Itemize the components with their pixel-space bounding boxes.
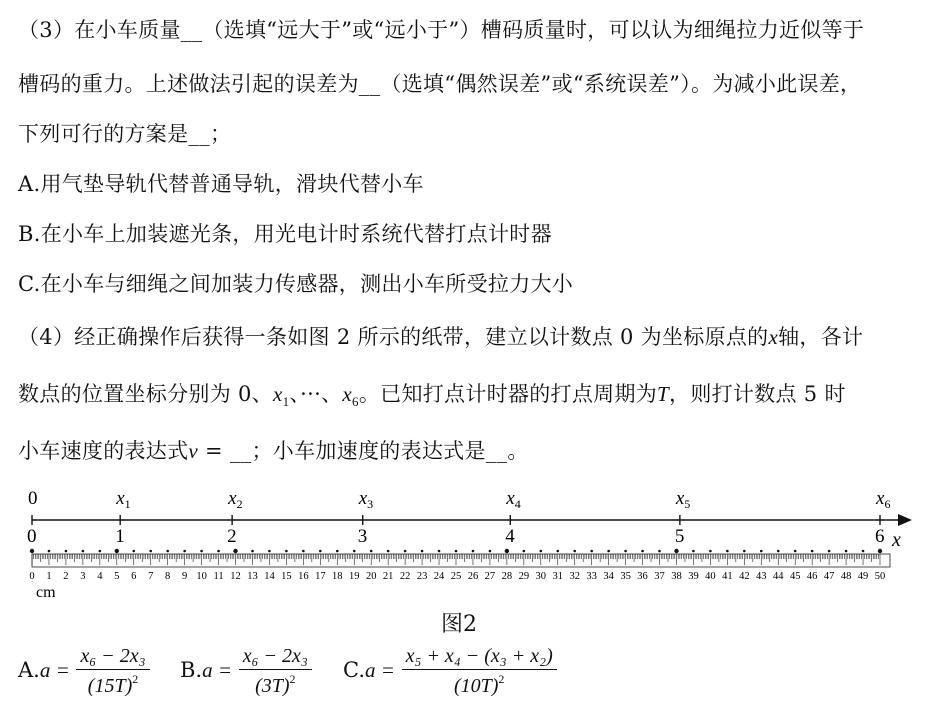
tape-dot <box>217 550 220 553</box>
tape-dot <box>540 550 543 553</box>
axis-name: x <box>892 529 901 551</box>
tape-dot <box>590 550 593 553</box>
counting-point-label: $x_4$ <box>506 488 521 511</box>
tape-figure <box>0 480 949 605</box>
counting-point-label: 0 <box>28 488 38 509</box>
tape-dot <box>862 550 865 553</box>
tape-dot <box>336 550 339 553</box>
tape-dot <box>65 550 68 553</box>
tape-dots <box>30 549 882 553</box>
counting-point-label: $x_5$ <box>675 488 691 511</box>
tape-dot <box>556 550 559 553</box>
ruler-number: 41 <box>722 571 733 582</box>
ruler-number: 43 <box>756 571 767 582</box>
axis-point-number: 4 <box>505 526 515 547</box>
tape-dot <box>438 550 441 553</box>
counting-point-label: $x_2$ <box>228 488 243 511</box>
ruler-number: 40 <box>705 571 716 582</box>
ruler-number: 49 <box>857 571 869 582</box>
tape-dot <box>523 550 526 553</box>
tape-dot <box>794 550 797 553</box>
ruler-number: 31 <box>552 571 564 582</box>
ruler-number: 17 <box>315 571 326 582</box>
counting-point-labels <box>28 488 890 511</box>
formula-a: A.a = $\frac{\text{x₆ − 2x₃}}{(15T)^2}$ <box>18 645 150 698</box>
tape-dot <box>472 550 475 553</box>
ruler-number: 1 <box>46 571 52 582</box>
counting-point-label: $x_3$ <box>358 488 374 511</box>
tape-dot <box>624 550 627 553</box>
tape-dot <box>285 550 288 553</box>
tape-dot <box>455 550 458 553</box>
tape-dot <box>30 549 34 553</box>
ruler-number: 37 <box>654 571 665 582</box>
tape-dot <box>828 550 831 553</box>
tape-dot <box>149 550 152 553</box>
figure-caption: 图2 <box>441 612 477 637</box>
tape-dot <box>573 550 576 553</box>
ruler-number: 21 <box>382 571 394 582</box>
ruler-number: 6 <box>131 571 137 582</box>
tape-dot <box>183 550 186 553</box>
formula-b: B.a = $\frac{\text{x₆ − 2x₃}}{(3T)^2}$ <box>180 645 312 698</box>
axis-arrow-icon <box>898 514 912 526</box>
ruler-number: 13 <box>247 571 258 582</box>
ruler-number: 20 <box>365 571 377 582</box>
ruler-number: 10 <box>196 571 207 582</box>
ruler-number: 23 <box>416 571 428 582</box>
tape-dot <box>302 550 305 553</box>
tape-dot <box>233 549 237 553</box>
axis-point-numbers <box>27 526 885 547</box>
tape-dot <box>82 550 85 553</box>
ruler-number: 19 <box>348 571 360 582</box>
tape-dot <box>48 550 51 553</box>
ruler-number: 35 <box>620 571 631 582</box>
ruler-number: 42 <box>739 571 750 582</box>
option-c-text: C.在小车与细绳之间加装力传感器，测出小车所受拉力大小 <box>18 272 574 296</box>
tape-dot <box>251 550 254 553</box>
axis-point-number: 5 <box>674 526 685 547</box>
ruler-number: 27 <box>484 571 496 582</box>
x-symbol: x <box>768 325 779 349</box>
tape-dot <box>421 550 424 553</box>
ruler-number: 14 <box>264 571 275 582</box>
ruler-number: 26 <box>467 571 479 582</box>
answer-formulas <box>18 645 948 715</box>
ruler-number: 33 <box>586 571 597 582</box>
ruler-number: 29 <box>518 571 530 582</box>
tape-dot <box>505 549 509 553</box>
ruler-number: 50 <box>874 571 886 582</box>
ruler-number: 30 <box>535 571 547 582</box>
option-b-text: B.在小车上加装遮光条，用光电计时系统代替打点计时器 <box>18 222 552 246</box>
tape-dot <box>166 550 169 553</box>
ruler-number: 11 <box>213 571 224 582</box>
tape-dot <box>845 550 848 553</box>
tape-dot <box>641 550 644 553</box>
ruler-number: 4 <box>97 571 103 582</box>
ruler-number: 18 <box>332 571 343 582</box>
ruler-number: 9 <box>182 571 188 582</box>
ruler-number: 16 <box>298 571 309 582</box>
tape-dot <box>353 550 356 553</box>
ruler-number: 7 <box>148 571 154 582</box>
question-4-line-3: 小车速度的表达式v = __；小车加速度的表达式是__。 <box>18 439 529 463</box>
axis-point-number: 1 <box>115 526 125 547</box>
ruler-number: 32 <box>569 571 580 582</box>
ruler-number: 22 <box>399 571 411 582</box>
tape-dot <box>132 550 135 553</box>
tape-dot <box>607 550 610 553</box>
tape-dot <box>387 550 390 553</box>
ruler-number: 38 <box>671 571 682 582</box>
tape-dot <box>268 550 271 553</box>
ruler-number: 44 <box>772 571 784 582</box>
ruler-number: 25 <box>450 571 462 582</box>
counting-point-label: $x_1$ <box>116 488 131 511</box>
tape-dot <box>760 550 763 553</box>
ruler-unit: cm <box>36 584 56 601</box>
axis-point-number: 0 <box>27 526 37 547</box>
ruler-number: 36 <box>637 571 648 582</box>
ruler-number: 24 <box>433 571 445 582</box>
question-3-line-1: （3）在小车质量__（选填“远大于”或“远小于”）槽码质量时，可以认为细绳拉力近似等于 <box>18 18 865 42</box>
ruler-number: 34 <box>603 571 614 582</box>
tape-dot <box>811 550 814 553</box>
axis-point-number: 2 <box>227 526 237 547</box>
tape-dot <box>777 550 780 553</box>
axis-point-number: 6 <box>875 526 885 547</box>
tape-dot <box>115 549 119 553</box>
tape-dot <box>743 550 746 553</box>
tape-dot <box>692 550 695 553</box>
counting-point-label: $x_6$ <box>876 488 891 511</box>
ruler-number: 48 <box>840 571 852 582</box>
tape-dot <box>319 550 322 553</box>
ruler-number: 47 <box>823 571 835 582</box>
ruler-number: 28 <box>501 571 513 582</box>
tape-dot <box>726 550 729 553</box>
tape-dot <box>370 550 373 553</box>
tape-dot <box>99 550 102 553</box>
tape-dot <box>878 549 882 553</box>
ruler-number: 12 <box>230 571 241 582</box>
tape-dot <box>658 550 661 553</box>
ruler-number: 0 <box>29 571 35 582</box>
ruler-number: 46 <box>806 571 818 582</box>
ruler-number: 39 <box>688 571 699 582</box>
question-3-line-2: 槽码的重力。上述做法引起的误差为__（选填“偶然误差”或“系统误差”）。为减小此误差， <box>18 72 862 96</box>
tape-dot <box>404 550 407 553</box>
ruler-number: 3 <box>80 571 86 582</box>
tape-dot <box>709 550 712 553</box>
ruler-number: 5 <box>114 571 120 582</box>
ruler-numbers <box>29 571 885 582</box>
ruler-number: 8 <box>165 571 171 582</box>
tape-dot <box>489 550 492 553</box>
axis-point-number: 3 <box>357 526 368 547</box>
question-3-line-3: 下列可行的方案是__； <box>18 122 232 146</box>
ruler-number: 45 <box>789 571 801 582</box>
tape-dot <box>674 549 678 553</box>
formula-c: C.a = $\frac{\text{x₅ + x₄ − (x₃ + x₂)}}{(10T)^2}$ <box>343 645 557 698</box>
ruler-number: 2 <box>63 571 69 582</box>
ruler-number: 15 <box>281 571 292 582</box>
question-4-line-2: 数点的位置坐标分别为 0、$x_1$、···、$x_6$。已知打点计时器的打点周期为T，则打计数点 5 时 <box>18 382 846 409</box>
option-a-text: A.用气垫导轨代替普通导轨，滑块代替小车 <box>18 172 424 196</box>
tape-dot <box>200 550 203 553</box>
question-4-line-1: （4）经正确操作后获得一条如图 2 所示的纸带，建立以计数点 0 为坐标原点的x轴，各计 <box>18 325 864 349</box>
